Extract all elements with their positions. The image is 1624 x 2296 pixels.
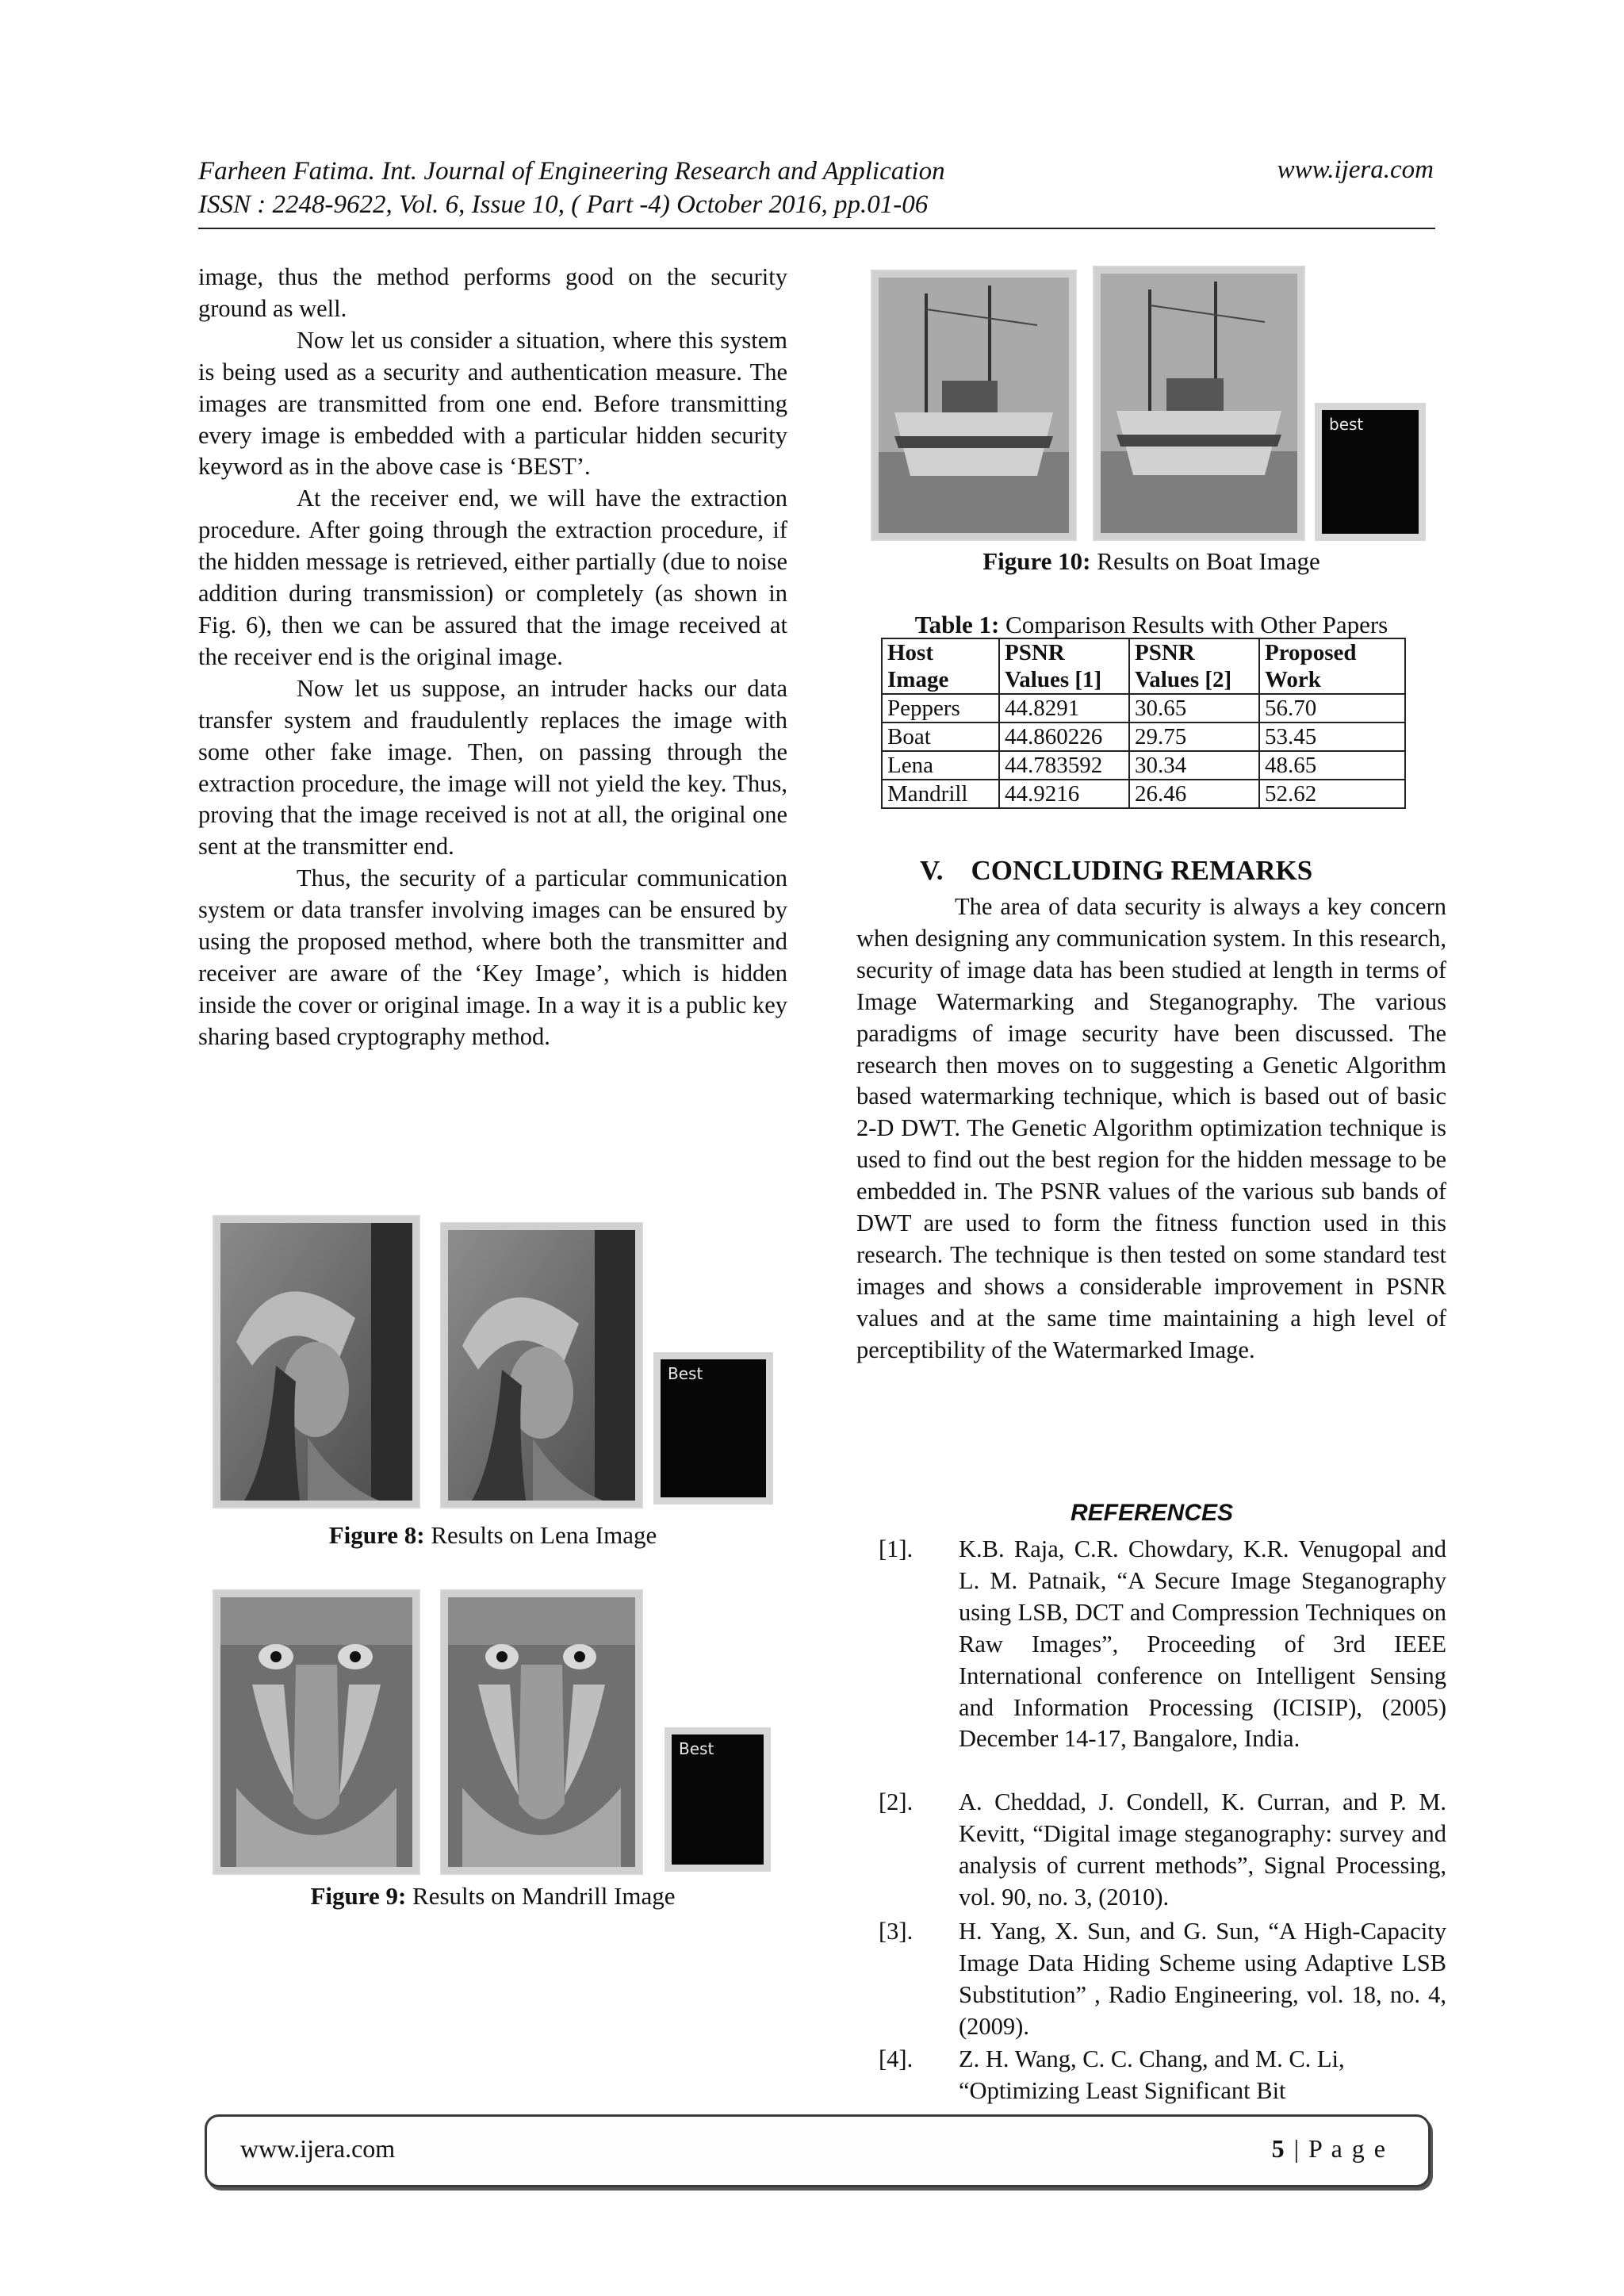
paragraph: Now let us suppose, an intruder hacks our data transfer system and fraudulently replaces the image with some other fake image. Then, on passing through the extraction procedure, the image will not yield the key. Thus, proving that the image received is not at all, the original one sent at the transmitter end.: [198, 674, 787, 861]
section-title: CONCLUDING REMARKS: [971, 855, 1313, 886]
mandrill-watermarked-image: [440, 1589, 643, 1875]
table-cell: Mandrill: [882, 780, 999, 808]
lena-original-image: [213, 1215, 420, 1508]
extracted-key-label: Best: [668, 1364, 703, 1383]
table-cell: 30.65: [1129, 694, 1259, 723]
reference-item: [856, 1534, 1446, 1755]
paragraph: The area of data security is always a key concern when designing any communication system. In this research, security of image data has been studied at length in terms of Image Watermarking and Steganography. The various paradigms of image security have been discussed. The research then moves on to suggesting a Genetic Algorithm based watermarking technique, which is based out of basic 2-D DWT. The Genetic Algorithm optimization technique is used to find out the best region for the hidden message to be embedded in. The PSNR values of the various sub bands of DWT are used to form the fitness function used in this research. The technique is then tested on some standard test images and shows a considerable improvement in PSNR values and at the same time maintaining a high level of perceptibility of the Watermarked Image.: [856, 893, 1446, 1363]
mandrill-extracted-key-image: [665, 1727, 771, 1872]
extracted-key-label: best: [1329, 415, 1364, 434]
extracted-key-label: Best: [679, 1739, 714, 1758]
table-cell: 26.46: [1129, 780, 1259, 808]
mandrill-watermarked-picture: [448, 1597, 635, 1867]
boat-watermarked-picture: [1101, 274, 1297, 533]
table-cell: 52.62: [1259, 780, 1405, 808]
reference-text: Z. H. Wang, C. C. Chang, and M. C. Li, “Optimizing Least Significant Bit: [959, 2045, 1345, 2104]
footer-site-link[interactable]: www.ijera.com: [240, 2134, 396, 2163]
boat-extracted-key-image: [1315, 403, 1426, 541]
concluding-remarks-text: [856, 891, 1446, 1366]
table-cell: 30.34: [1129, 751, 1259, 780]
table-cell: Lena: [882, 751, 999, 780]
reference-number: [3].: [879, 1918, 914, 1945]
table-1-caption: Table 1: Comparison Results with Other Papers: [914, 611, 1388, 638]
reference-text: A. Cheddad, J. Condell, K. Curran, and P. M. Kevitt, “Digital image steganography: survey and analysis of current methods”, Signal Processing, vol. 90, no. 3, (2010).: [959, 1788, 1446, 1911]
table-cell: 44.9216: [999, 780, 1129, 808]
mandrill-original-image: [213, 1589, 420, 1875]
comparison-table: [881, 638, 1406, 809]
reference-number: [1].: [879, 1535, 914, 1562]
reference-item: [856, 1916, 1446, 2043]
table-header-cell: Proposed Work: [1259, 638, 1405, 694]
table-row: [882, 751, 1405, 780]
page-footer: [205, 2114, 1431, 2187]
page-number: 5 | P a g e: [1271, 2134, 1387, 2163]
table-cell: 48.65: [1259, 751, 1405, 780]
header-rule: [198, 228, 1435, 229]
table-cell: 29.75: [1129, 723, 1259, 751]
running-header-issn: ISSN : 2248-9622, Vol. 6, Issue 10, ( Part -4) October 2016, pp.01-06: [198, 190, 929, 219]
lena-watermarked-picture: [448, 1230, 635, 1501]
table-header-cell: PSNR Values [1]: [999, 638, 1129, 694]
table-cell: 44.860226: [999, 723, 1129, 751]
table-cell: Boat: [882, 723, 999, 751]
table-header-cell: Host Image: [882, 638, 999, 694]
paragraph: At the receiver end, we will have the extraction procedure. After going through the extraction procedure, if the hidden message is retrieved, either partially (due to noise addition during transmission) or completely (as shown in Fig. 6), then we can be assured that the image received at the receiver end is the original image.: [198, 485, 787, 670]
paragraph: Now let us consider a situation, where this system is being used as a security and authentication measure. The images are transmitted from one end. Before transmitting every image is embedded with a particular hidden security keyword as in the above case is ‘BEST’.: [198, 326, 787, 481]
figure-8-caption: Figure 8: Results on Lena Image: [328, 1521, 657, 1549]
mandrill-original-picture: [220, 1597, 412, 1867]
reference-item: [856, 2044, 1446, 2107]
table-cell: 44.783592: [999, 751, 1129, 780]
table-header-row: [882, 638, 1405, 694]
section-number: V.: [920, 855, 944, 886]
table-header-cell: PSNR Values [2]: [1129, 638, 1259, 694]
lena-original-picture: [220, 1223, 412, 1501]
reference-number: [2].: [879, 1788, 914, 1815]
table-cell: 44.8291: [999, 694, 1129, 723]
section-heading: [920, 855, 1312, 887]
figure-9-caption: Figure 9: Results on Mandrill Image: [310, 1882, 676, 1910]
boat-watermarked-image: [1093, 266, 1305, 541]
reference-item: [856, 1787, 1446, 1914]
paragraph: Thus, the security of a particular communication system or data transfer involving images can be ensured by using the proposed method, where both the transmitter and receiver are aware of the ‘Key Image’, which is hidden inside the cover or original image. In a way it is a public key sharing based cryptography method.: [198, 864, 787, 1050]
reference-text: K.B. Raja, C.R. Chowdary, K.R. Venugopal and L. M. Patnaik, “A Secure Image Steganography using LSB, DCT and Compression Techniques on Raw Images”, Proceeding of 3rd IEEE International conference on Intelligent Sensing and Information Processing (ICISIP), (2005) December 14-17, Bangalore, India.: [959, 1535, 1446, 1753]
left-column-text: [198, 262, 787, 1053]
running-header-title: Farheen Fatima. Int. Journal of Engineering Research and Application: [198, 157, 945, 186]
references-heading: REFERENCES: [1071, 1500, 1234, 1526]
reference-number: [4].: [879, 2045, 914, 2072]
table-row: [882, 780, 1405, 808]
header-site-link[interactable]: www.ijera.com: [1277, 155, 1434, 184]
paragraph: image, thus the method performs good on the security ground as well.: [198, 263, 787, 322]
table-row: [882, 694, 1405, 723]
table-cell: 56.70: [1259, 694, 1405, 723]
table-row: [882, 723, 1405, 751]
figure-10-caption: Figure 10: Results on Boat Image: [982, 547, 1320, 575]
lena-watermarked-image: [440, 1222, 643, 1508]
boat-original-picture: [879, 278, 1069, 533]
table-cell: 53.45: [1259, 723, 1405, 751]
reference-text: H. Yang, X. Sun, and G. Sun, “A High-Capacity Image Data Hiding Scheme using Adaptive LSB Substitution” , Radio Engineering, vol. 18, no. 4, (2009).: [959, 1918, 1446, 2040]
lena-extracted-key-image: [653, 1352, 773, 1504]
table-cell: Peppers: [882, 694, 999, 723]
boat-original-image: [871, 270, 1077, 541]
